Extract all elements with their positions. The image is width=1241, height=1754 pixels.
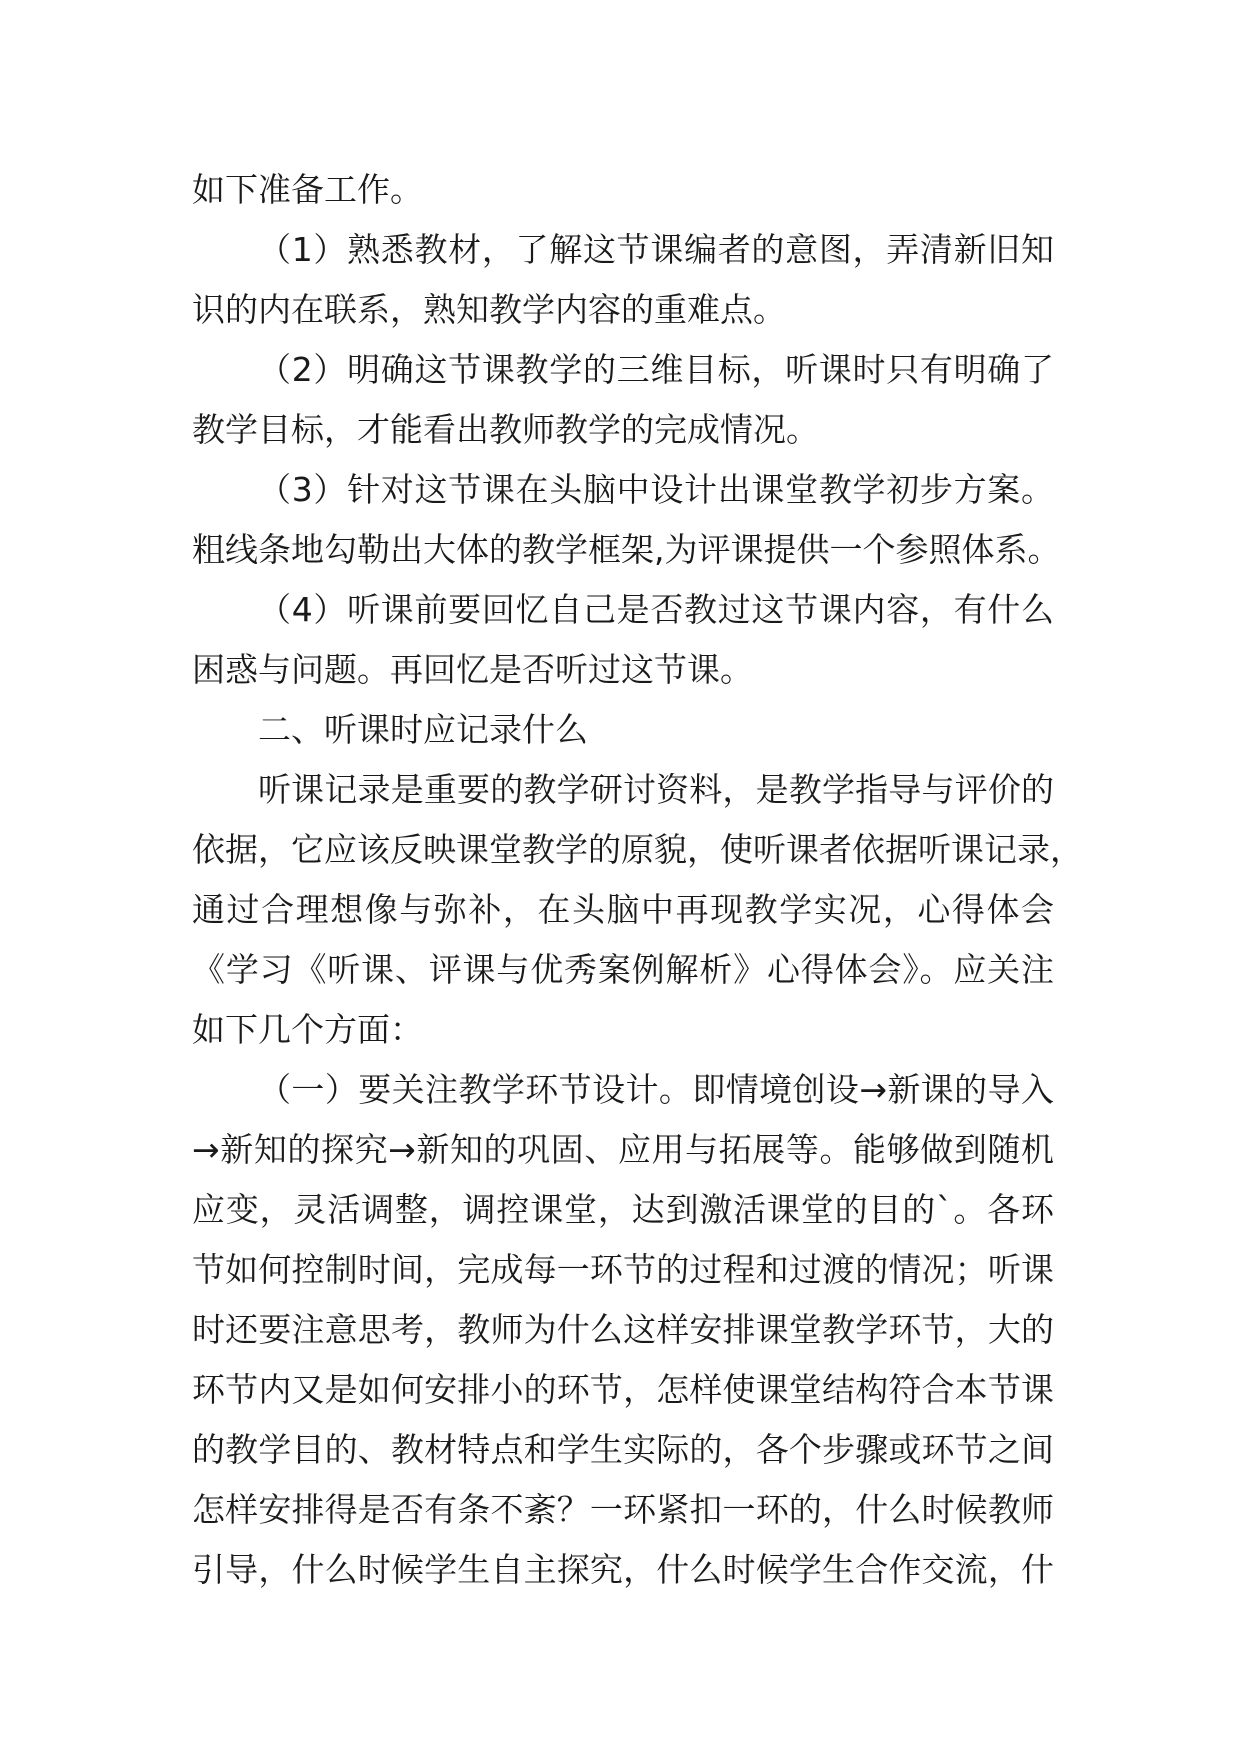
- text-line: 依据，它应该反映课堂教学的原貌，使听课者依据听课记录，: [192, 830, 1083, 869]
- text-line: 教学目标，才能看出教师教学的完成情况。: [192, 410, 819, 449]
- text-line: 应变，灵活调整，调控课堂，达到激活课堂的目的`。各环: [192, 1190, 1054, 1229]
- text-line: 《学习《听课、评课与优秀案例解析》心得体会》。应关注: [192, 950, 1054, 989]
- text-line: 引导，什么时候学生自主探究，什么时候学生合作交流，什: [192, 1550, 1054, 1589]
- text-line: 识的内在联系，熟知教学内容的重难点。: [192, 290, 786, 329]
- text-line: 的教学目的、教材特点和学生实际的，各个步骤或环节之间: [192, 1430, 1054, 1469]
- text-line: 环节内又是如何安排小的环节，怎样使课堂结构符合本节课: [192, 1370, 1054, 1409]
- document-body: [192, 160, 1083, 1600]
- text-line: 如下准备工作。: [192, 170, 423, 209]
- text-line: 困惑与问题。再回忆是否听过这节课。: [192, 650, 753, 689]
- text-line: 粗线条地勾勒出大体的教学框架,为评课提供一个参照体系。: [192, 530, 1061, 569]
- text-line: 节如何控制时间，完成每一环节的过程和过渡的情况；听课: [192, 1250, 1054, 1289]
- text-line: 怎样安排得是否有条不紊？一环紧扣一环的，什么时候教师: [192, 1490, 1054, 1529]
- text-line: 听课记录是重要的教学研讨资料，是教学指导与评价的: [258, 770, 1054, 809]
- text-line: （3）针对这节课在头脑中设计出课堂教学初步方案。: [258, 470, 1054, 509]
- text-line: （4）听课前要回忆自己是否教过这节课内容，有什么: [258, 590, 1054, 629]
- text-line: （1）熟悉教材，了解这节课编者的意图，弄清新旧知: [258, 230, 1054, 269]
- text-line: 如下几个方面：: [192, 1010, 423, 1049]
- text-line: （一）要关注教学环节设计。即情境创设→新课的导入: [258, 1070, 1054, 1109]
- text-line: 通过合理想像与弥补，在头脑中再现教学实况，心得体会: [192, 890, 1054, 929]
- text-line: 二、听课时应记录什么: [258, 710, 588, 749]
- text-line: 时还要注意思考，教师为什么这样安排课堂教学环节，大的: [192, 1310, 1054, 1349]
- text-line: （2）明确这节课教学的三维目标，听课时只有明确了: [258, 350, 1054, 389]
- text-line: →新知的探究→新知的巩固、应用与拓展等。能够做到随机: [192, 1130, 1054, 1169]
